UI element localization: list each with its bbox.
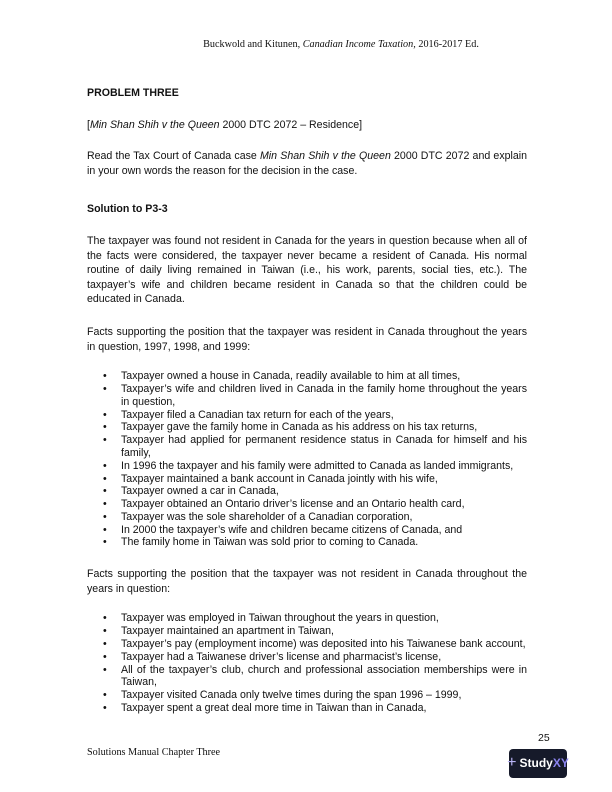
- header-edition: 2016-2017 Ed.: [415, 39, 479, 50]
- list-item-text: The family home in Taiwan was sold prior to coming to Canada.: [121, 536, 419, 549]
- page-content: [87, 86, 527, 715]
- list-item: [87, 625, 527, 638]
- bullet-icon: •: [103, 663, 107, 676]
- studyxy-logo: [509, 749, 567, 778]
- list-item-text: Taxpayer’s wife and children lived in Canada in the family home throughout the years in question,: [121, 382, 527, 408]
- bullet-icon: •: [103, 370, 107, 383]
- list-item: [87, 612, 527, 625]
- bullet-icon: •: [103, 689, 107, 702]
- list-item-text: Taxpayer visited Canada only twelve times during the span 1996 – 1999,: [121, 689, 462, 702]
- q-case: Min Shan Shih v the Queen: [259, 150, 391, 163]
- logo-study: Study: [519, 756, 553, 771]
- list-item: [87, 511, 527, 524]
- list-item-text: Taxpayer was employed in Taiwan throughout the years in question,: [121, 612, 439, 625]
- header-authors: Buckwold and Kitunen,: [203, 39, 303, 50]
- list-item-text: Taxpayer maintained an apartment in Taiwan,: [121, 625, 334, 638]
- list-item-text: All of the taxpayer’s club, church and professional association memberships were in Taiwan,: [121, 663, 527, 689]
- list-item-text: Taxpayer spent a great deal more time in Taiwan than in Canada,: [121, 702, 427, 715]
- list-item: [87, 689, 527, 702]
- bullet-icon: •: [103, 408, 107, 421]
- list-item: [87, 460, 527, 473]
- running-header: [35, 38, 612, 53]
- list-item-text: Taxpayer owned a car in Canada,: [121, 485, 279, 498]
- nonresident-intro: Facts supporting the position that the taxpayer was not resident in Canada throughout the years in question:: [87, 568, 527, 595]
- list-item-text: In 2000 the taxpayer’s wife and children became citizens of Canada, and: [121, 523, 463, 536]
- footer-text: Solutions Manual Chapter Three: [87, 747, 221, 758]
- list-item-text: Taxpayer filed a Canadian tax return for each of the years,: [121, 408, 394, 421]
- case-name: Min Shan Shih v the Queen: [89, 118, 220, 131]
- solution-title: Solution to P3-3: [87, 203, 168, 216]
- list-item: [87, 702, 527, 715]
- list-item-text: Taxpayer had a Taiwanese driver’s license and pharmacist’s license,: [121, 650, 442, 663]
- case-rest: 2000 DTC 2072 – Residence]: [219, 118, 363, 131]
- list-item-text: Taxpayer owned a house in Canada, readily available to him at all times,: [121, 370, 461, 383]
- list-item: [87, 651, 527, 664]
- list-item: [87, 370, 527, 383]
- bullet-icon: •: [103, 612, 107, 625]
- list-item: [87, 421, 527, 434]
- resident-intro: Facts supporting the position that the taxpayer was resident in Canada throughout the years in question, 1997, 1998, and 1999:: [87, 325, 527, 353]
- list-item: [87, 664, 527, 690]
- nonresident-facts-list: [87, 612, 527, 714]
- list-item: [87, 383, 527, 409]
- bullet-icon: •: [103, 536, 107, 549]
- list-item: [87, 434, 527, 460]
- list-item: [87, 524, 527, 537]
- bullet-icon: •: [103, 625, 107, 638]
- list-item: [87, 409, 527, 422]
- bullet-icon: •: [103, 434, 107, 447]
- header-book: Canadian Income Taxation,: [302, 39, 416, 50]
- bullet-icon: •: [103, 382, 107, 395]
- list-item: [87, 638, 527, 651]
- list-item: [87, 498, 527, 511]
- bracket: [: [87, 118, 90, 131]
- list-item-text: Taxpayer was the sole shareholder of a Canadian corporation,: [121, 510, 413, 523]
- list-item-text: Taxpayer’s pay (employment income) was deposited into his Taiwanese bank account,: [121, 638, 526, 651]
- q-pre: Read the Tax Court of Canada case: [87, 150, 260, 163]
- list-item: [87, 473, 527, 486]
- bullet-icon: •: [103, 523, 107, 536]
- resident-facts-list: [87, 370, 527, 549]
- list-item: [87, 485, 527, 498]
- question: [87, 149, 527, 178]
- bullet-icon: •: [103, 421, 107, 434]
- list-item-text: Taxpayer maintained a bank account in Canada jointly with his wife,: [121, 472, 438, 485]
- bullet-icon: •: [103, 702, 107, 715]
- case-reference: [87, 118, 527, 133]
- bullet-icon: •: [103, 459, 107, 472]
- list-item-text: Taxpayer had applied for permanent residence status in Canada for himself and his family,: [121, 434, 527, 459]
- logo-xy: XY: [552, 756, 569, 771]
- list-item-text: Taxpayer gave the family home in Canada as his address on his tax returns,: [121, 421, 478, 434]
- list-item-text: In 1996 the taxpayer and his family were admitted to Canada as landed immigrants,: [121, 459, 514, 472]
- bullet-icon: •: [103, 485, 107, 498]
- bullet-icon: •: [103, 498, 107, 511]
- page-number: 25: [538, 732, 550, 744]
- bullet-icon: •: [103, 510, 107, 523]
- list-item-text: Taxpayer obtained an Ontario driver’s license and an Ontario health card,: [121, 498, 465, 511]
- q-post: 2000 DTC 2072 and explain in your own words the reason for the decision in the case.: [87, 150, 527, 177]
- bullet-icon: •: [103, 650, 107, 663]
- bullet-icon: •: [103, 638, 107, 651]
- solution-intro: The taxpayer was found not resident in Canada for the years in question because when all of the facts were considered, the taxpayer never became a resident of Canada. His normal routine of daily living remained in Taiwan (i.e., his work, parents, social ties, etc.). The taxpayer’s wife and children became resident in Canada so that the children could be educated in Canada.: [87, 234, 527, 306]
- problem-title: PROBLEM THREE: [87, 87, 179, 99]
- bullet-icon: •: [103, 472, 107, 485]
- list-item: [87, 536, 527, 549]
- plus-icon: +: [507, 754, 517, 772]
